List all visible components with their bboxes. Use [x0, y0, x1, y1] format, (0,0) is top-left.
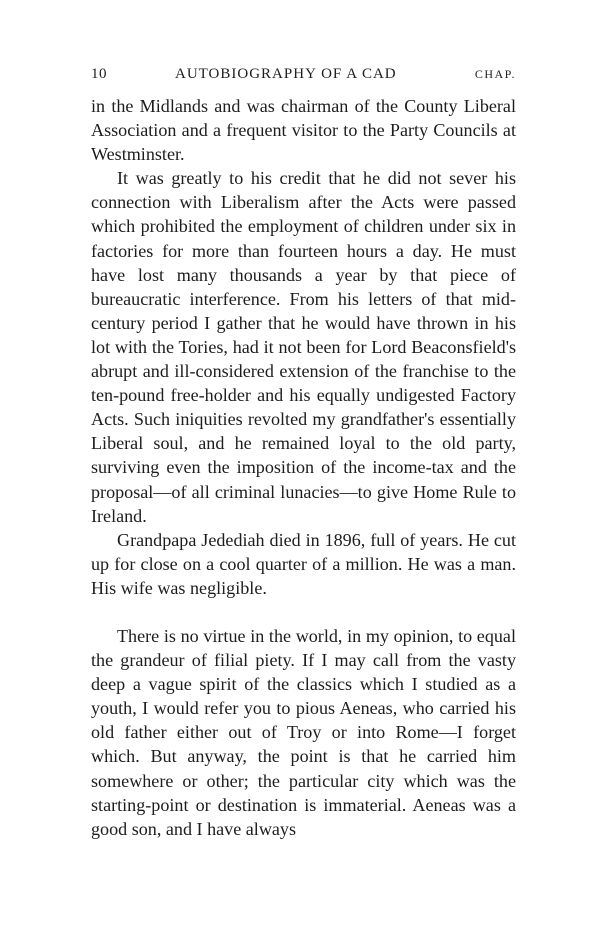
running-head: [91, 66, 516, 90]
paragraph: It was greatly to his credit that he did not sever his connection with Liberalism after the Acts were passed which prohibited the employment of children under six in factories for more than fourteen hours a day. He must have lost many thousands a year by that piece of bureaucratic interference. From his letters of that mid-century period I gather that he would have thrown in his lot with the Tories, had it not been for Lord Beaconsfield's abrupt and ill-considered extension of the franchise to the ten-pound free-holder and his equally undigested Factory Acts. Such iniquities revolted my grandfather's essentially Liberal soul, and he remained loyal to the old party, surviving even the imposition of the income-tax and the proposal—of all criminal lunacies—to give Home Rule to Ireland.: [91, 168, 516, 526]
paragraph: in the Midlands and was chairman of the County Liberal Association and a frequent visitor to the Party Councils at Westminster.: [91, 96, 516, 165]
chapter-marker: CHAP.: [474, 67, 516, 81]
running-title: AUTOBIOGRAPHY OF A CAD: [175, 66, 397, 82]
paragraph: There is no virtue in the world, in my opinion, to equal the grandeur of filial piety. If I may call from the vasty deep a vague spirit of the classics which I studied as a youth, I would refer you to pious Aeneas, who carried his old father either out of Troy or into Rome—I forget which. But anyway, the point is that he carried him somewhere or other; the particular city which was the starting-point or destination is immaterial. Aeneas was a good son, and I have always: [91, 625, 516, 839]
body-text: [91, 94, 516, 841]
page-number: 10: [91, 66, 107, 82]
paragraph: Grandpapa Jedediah died in 1896, full of years. He cut up for close on a cool quarter of a million. He was a man. His wife was negligible.: [91, 529, 516, 598]
